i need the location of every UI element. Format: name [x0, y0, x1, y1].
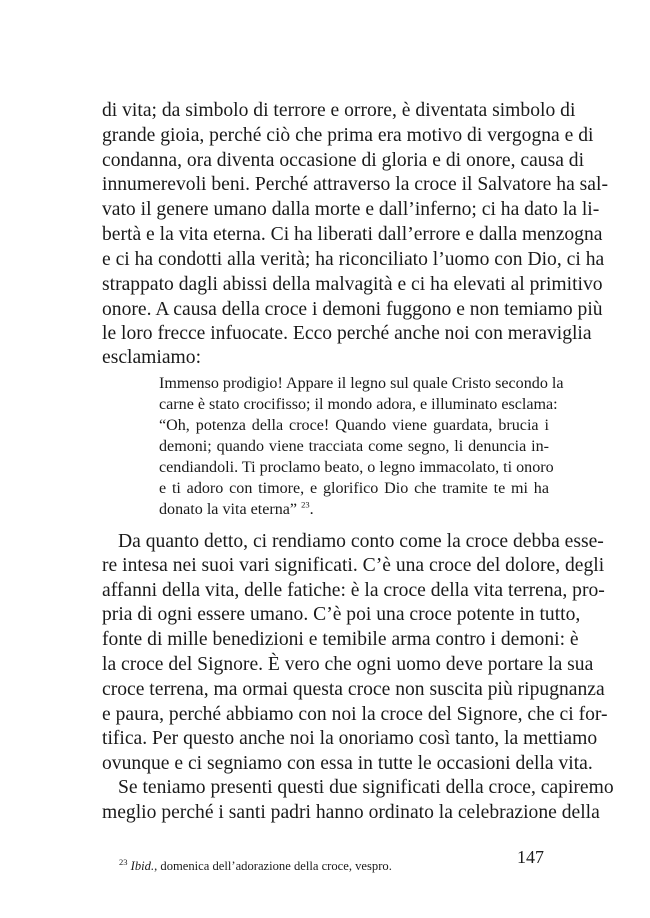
text-line: affanni della vita, delle fatiche: è la croce della vita terrena, pro-	[102, 580, 605, 601]
text-line: ovunque e ci segniamo con essa in tutte le occasioni della vita.	[102, 753, 593, 774]
text-line: Se teniamo presenti questi due significati della croce, capiremo	[118, 777, 614, 798]
footnote-title: Ibid.	[130, 859, 155, 873]
quote-text: donato la vita eterna”	[159, 501, 298, 518]
text-line: tifica. Per questo anche noi la onoriamo così tanto, la mettiamo	[102, 728, 598, 749]
text-line: di vita; da simbolo di terrore e orrore, è diventata simbolo di	[102, 100, 576, 121]
text-line: condanna, ora diventa occasione di gloria e di onore, causa di	[102, 150, 585, 171]
text-line: re intesa nei suoi vari significati. C’è una croce del dolore, degli	[102, 555, 605, 576]
quote-line: cendiandoli. Ti proclamo beato, o legno immacolato, ti onoro	[159, 459, 554, 476]
text-line: croce terrena, ma ormai questa croce non suscita più ripugnanza	[102, 679, 605, 700]
quote-end: .	[309, 501, 314, 518]
page-number: 147	[517, 847, 544, 867]
text-line: grande gioia, perché ciò che prima era motivo di vergogna e di	[102, 125, 594, 146]
text-line: la croce del Signore. È vero che ogni uomo deve portare la sua	[102, 654, 594, 675]
text-line: innumerevoli beni. Perché attraverso la croce il Salvatore ha sal-	[102, 174, 608, 195]
text-line: e ci ha condotti alla verità; ha riconciliato l’uomo con Dio, ci ha	[102, 249, 605, 270]
footnote-number: 23	[119, 856, 128, 867]
text-line: fonte di mille benedizioni e temibile arma contro i demoni: è	[102, 629, 579, 650]
quote-line: e ti adoro con timore, e glorifico Dio che tramite te mi ha	[159, 480, 549, 497]
quote-line: “Oh, potenza della croce! Quando viene guardata, brucia i	[159, 417, 549, 434]
text-line: strappato dagli abissi della malvagità e ci ha elevati al primitivo	[102, 274, 603, 295]
text-line: meglio perché i santi padri hanno ordinato la celebrazione della	[102, 802, 600, 823]
text-line: Da quanto detto, ci rendiamo conto come la croce debba esse-	[118, 531, 604, 552]
quote-line: carne è stato crocifisso; il mondo adora, e illuminato esclama:	[159, 396, 558, 413]
quote-line-last	[159, 500, 314, 520]
text-line: e paura, perché abbiamo con noi la croce del Signore, che ci for-	[102, 704, 608, 725]
text-line: onore. A causa della croce i demoni fuggono e non temiamo più	[102, 299, 603, 320]
footnote	[119, 858, 392, 874]
text-line: esclamiamo:	[102, 347, 202, 368]
text-line: bertà e la vita eterna. Ci ha liberati dall’errore e dalla menzogna	[102, 224, 603, 245]
footnote-reference: 23	[301, 499, 310, 510]
text-line: vato il genere umano dalla morte e dall’inferno; ci ha dato la li-	[102, 199, 600, 220]
quote-line: demoni; quando viene tracciata come segno, li denuncia in-	[159, 438, 549, 455]
text-line: le loro frecce infuocate. Ecco perché anche noi con meraviglia	[102, 323, 592, 344]
footnote-text: , domenica dell’adorazione della croce, vespro.	[154, 859, 392, 873]
text-line: pria di ogni essere umano. C’è poi una croce potente in tutto,	[102, 604, 581, 625]
quote-line: Immenso prodigio! Appare il legno sul quale Cristo secondo la	[159, 375, 564, 392]
